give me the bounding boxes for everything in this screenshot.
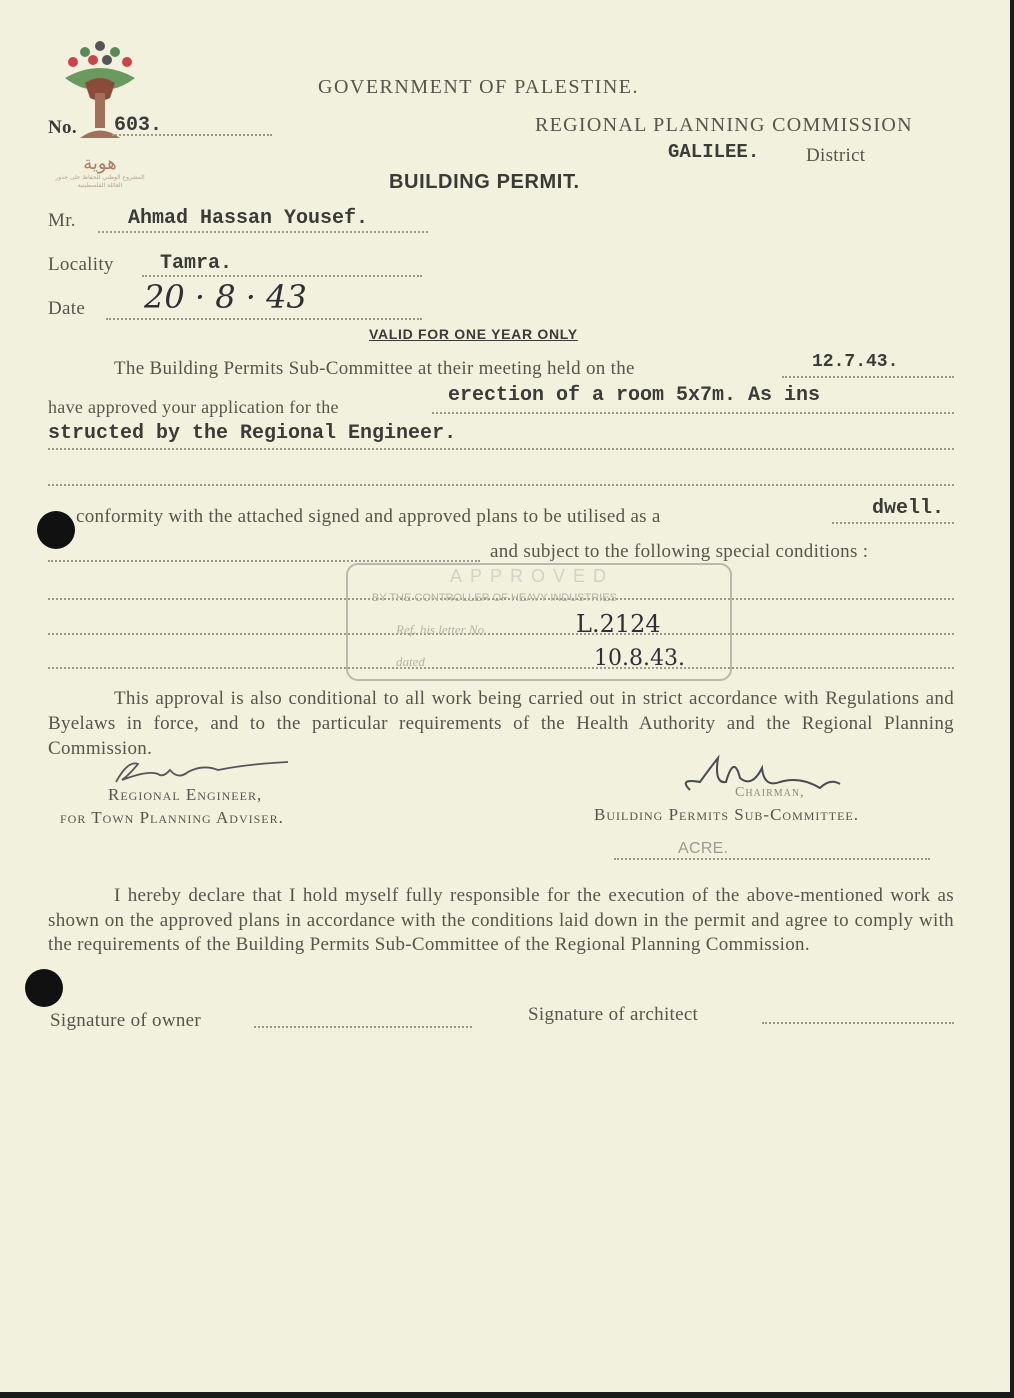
- date-label: Date: [48, 298, 86, 319]
- stamp-by: BY THE CONTROLLER OF HEAVY INDUSTRIES: [372, 592, 617, 604]
- stamp-dated-label: dated: [396, 654, 425, 669]
- right-title-1: Chairman,: [735, 785, 805, 800]
- punch-hole-bottom: [25, 969, 63, 1007]
- acre-dots: [614, 858, 930, 860]
- body-line1: The Building Permits Sub-Committee at their meeting held on the: [114, 358, 635, 379]
- district-label: District: [806, 145, 866, 166]
- meeting-date-value: 12.7.43.: [812, 352, 899, 372]
- left-title-1: Regional Engineer,: [108, 785, 263, 804]
- district-value: GALILEE.: [668, 141, 760, 163]
- application-dots-2: [48, 448, 954, 450]
- logo-arabic-text: هوية: [83, 153, 117, 174]
- owner-signature-dots: [254, 1026, 472, 1028]
- conditions-paragraph: This approval is also conditional to all work being carried out in strict accordance with Regulations and Byelaws in force, and to the particular requirements of the Health Authority and the Regional Planning Commission.: [48, 688, 954, 759]
- government-heading: GOVERNMENT OF PALESTINE.: [318, 76, 640, 98]
- logo-arabic-subtitle: المشروع الوطني للحفاظ على جذور العائلة الفلسطينية: [55, 174, 145, 189]
- stamp-ref-value: L.2124: [576, 610, 661, 638]
- application-value: erection of a room 5x7m. As ins: [448, 384, 821, 407]
- locality-dots: [142, 275, 422, 277]
- punch-hole-top: [37, 511, 75, 549]
- left-title-2: for Town Planning Adviser.: [60, 808, 284, 827]
- owner-signature-label: Signature of owner: [50, 1010, 202, 1031]
- acre-text: ACRE.: [678, 840, 729, 857]
- use-value: dwell.: [872, 497, 945, 520]
- conditions-dots-1: [48, 560, 480, 562]
- architect-signature-label: Signature of architect: [528, 1004, 699, 1025]
- architect-signature-dots: [762, 1022, 954, 1024]
- use-dots: [832, 522, 954, 524]
- meeting-date-dots: [782, 376, 954, 378]
- body-line4: and subject to the following special conditions :: [490, 541, 869, 562]
- stamp-ref-label: Ref. his letter No.: [396, 622, 488, 637]
- permit-number-label: No.: [48, 117, 77, 138]
- validity-notice: VALID FOR ONE YEAR ONLY: [369, 326, 578, 342]
- date-value: 20 · 8 · 43: [144, 278, 307, 316]
- mr-value: Ahmad Hassan Yousef.: [128, 207, 369, 230]
- mr-dots: [98, 231, 428, 233]
- permit-number-value: 603.: [114, 114, 163, 137]
- application-dots-1: [432, 412, 954, 414]
- date-dots: [106, 318, 422, 320]
- body-line3: conformity with the attached signed and approved plans to be utilised as a: [76, 506, 661, 527]
- declaration-paragraph: I hereby declare that I hold myself fully responsible for the execution of the above-mentioned work as shown on the approved plans in accordance with the conditions laid down in the permit and agree to comply with the requirements of the Building Permits Sub-Committee of the Regional Planning Commission.: [48, 885, 954, 955]
- locality-label: Locality: [48, 254, 114, 275]
- document-title: BUILDING PERMIT.: [389, 171, 580, 193]
- application-dots-3: [48, 484, 954, 486]
- locality-value: Tamra.: [160, 252, 233, 275]
- commission-heading: REGIONAL PLANNING COMMISSION: [535, 114, 913, 136]
- application-value-cont: structed by the Regional Engineer.: [48, 422, 457, 445]
- permit-number-dots: [112, 134, 272, 136]
- stamp-dated-value: 10.8.43.: [594, 646, 685, 671]
- right-title-2: Building Permits Sub-Committee.: [594, 805, 859, 824]
- mr-label: Mr.: [48, 210, 76, 231]
- stamp-title: APPROVED: [450, 566, 615, 586]
- body-line2: have approved your application for the: [48, 397, 339, 417]
